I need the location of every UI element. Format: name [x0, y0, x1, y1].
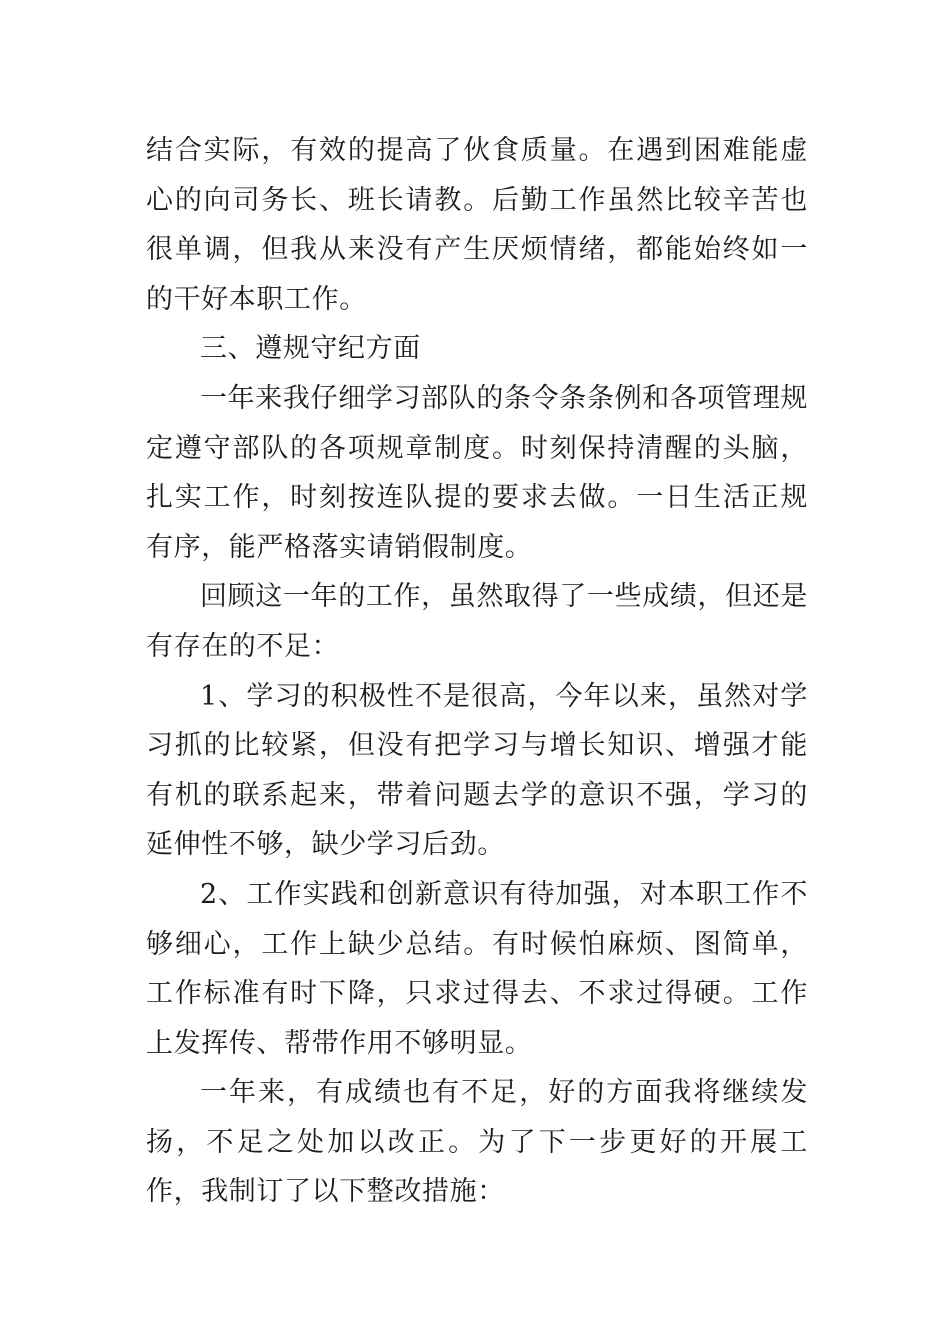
section-heading-discipline: 三、遵规守纪方面	[200, 333, 421, 365]
paragraph-discipline: 一年来我仔细学习部队的条令条条例和各项管理规定遵守部队的各项规章制度。时刻保持清醒的头脑，扎实工作，时刻按连队提的要求去做。一日生活正规有序，能严格落实请销假制度。	[146, 382, 808, 563]
paragraph-shortcoming-1: 1、学习的积极性不是很高，今年以来，虽然对学习抓的比较紧，但没有把学习与增长知识、增强才能有机的联系起来，带着问题去学的意识不强，学习的延伸性不够，缺少学习后劲。	[146, 680, 808, 861]
paragraph-continuation: 结合实际，有效的提高了伙食质量。在遇到困难能虚心的向司务长、班长请教。后勤工作虽然比较辛苦也很单调，但我从来没有产生厌烦情绪，都能始终如一的干好本职工作。	[146, 135, 808, 315]
paragraph-shortcoming-2: 2、工作实践和创新意识有待加强，对本职工作不够细心，工作上缺少总结。有时候怕麻烦、图简单，工作标准有时下降，只求过得去、不求过得硬。工作上发挥传、帮带作用不够明显。	[146, 878, 808, 1059]
document-body	[146, 126, 808, 1217]
paragraph-review: 回顾这一年的工作，虽然取得了一些成绩，但还是有存在的不足：	[146, 581, 808, 662]
paragraph-conclusion: 一年来，有成绩也有不足，好的方面我将继续发扬，不足之处加以改正。为了下一步更好的开展工作，我制订了以下整改措施：	[146, 1077, 808, 1208]
